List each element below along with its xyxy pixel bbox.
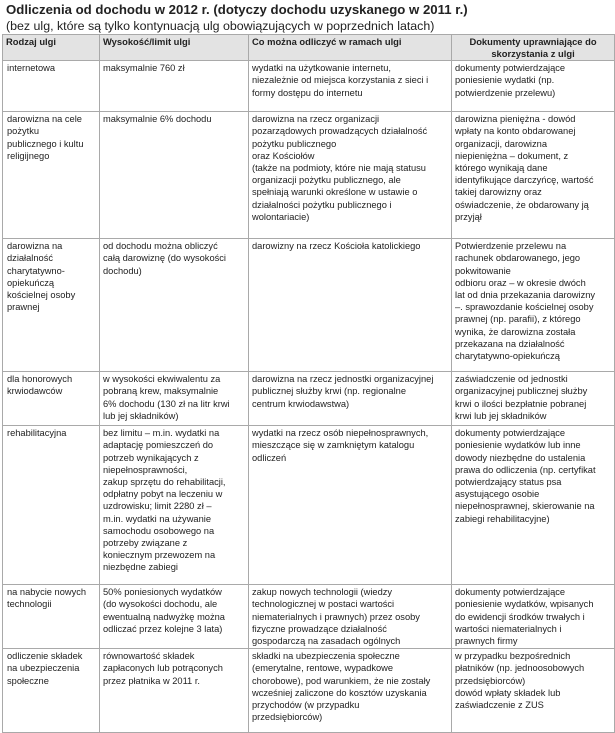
column-header-relief-type: Rodzaj ulgi (3, 35, 100, 61)
cell-amount-limit: maksymalnie 760 zł (100, 61, 249, 112)
cell-what-deductible: darowizna na rzecz organizacji pozarządowych prowadzących działalność pożytku publicznego oraz Kościołów (także na podmioty, które nie mają statusu organizacji pożytku publicznego, ale spełniają warunki określone w ustawie o działalności pożytku publicznego i wolontariacie) (249, 112, 452, 239)
table-row (3, 239, 615, 372)
cell-relief-type: internetowa (3, 61, 100, 112)
table-row (3, 372, 615, 426)
cell-documents: dokumenty potwierdzające poniesienie wydatków, wpisanych do ewidencji środków trwałych i wartości niematerialnych i prawnych firmy (452, 585, 615, 649)
cell-documents: Potwierdzenie przelewu na rachunek obdarowanego, jego pokwitowanie odbioru oraz – w okresie dwóch lat od dnia przekazania darowizny –. sprawozdanie kościelnej osoby prawnej (np. parafii), z którego wynika, że darowizna została przekazana na działalność charytatywno-opiekuńczą (452, 239, 615, 372)
cell-what-deductible: wydatki na użytkowanie internetu, niezależnie od miejsca korzystania z sieci i formy dostępu do internetu (249, 61, 452, 112)
table-row (3, 61, 615, 112)
column-header-what-deductible: Co można odliczyć w ramach ulgi (249, 35, 452, 61)
table-row (3, 585, 615, 649)
cell-documents: dokumenty potwierdzające poniesienie wydatków lub inne dowody niezbędne do ustalenia prawa do odliczenia (np. certyfikat potwierdzający status psa asystującego osobie niepełnosprawnej, skierowanie na zabiegi rehabilitacyjne) (452, 426, 615, 585)
cell-relief-type: na nabycie nowych technologii (3, 585, 100, 649)
page-subtitle: (bez ulg, które są tylko kontynuacją ulg obowiązujących w poprzednich latach) (6, 19, 435, 33)
page-title: Odliczenia od dochodu w 2012 r. (dotyczy dochodu uzyskanego w 2011 r.) (6, 2, 468, 17)
cell-what-deductible: darowizny na rzecz Kościoła katolickiego (249, 239, 452, 372)
table-header-row (3, 35, 615, 61)
cell-documents: dokumenty potwierdzające poniesienie wydatki (np. potwierdzenie przelewu) (452, 61, 615, 112)
cell-what-deductible: darowizna na rzecz jednostki organizacyjnej publicznej służby krwi (np. regionalne centrum krwiodawstwa) (249, 372, 452, 426)
cell-documents: darowizna pieniężna - dowód wpłaty na konto obdarowanej organizacji, darowizna niepieniężna – dokument, z którego wynikają dane identyfikujące darczyńcę, wartość takiej darowizny oraz oświadczenie, że obdarowany ją przyjął (452, 112, 615, 239)
cell-what-deductible: wydatki na rzecz osób niepełnosprawnych, mieszczące się w zamkniętym katalogu odliczeń (249, 426, 452, 585)
cell-what-deductible: zakup nowych technologii (wiedzy technologicznej w postaci wartości niematerialnych i prawnych) przez osoby fizyczne prowadzące działalność gospodarczą na zasadach ogólnych (249, 585, 452, 649)
cell-relief-type: rehabilitacyjna (3, 426, 100, 585)
table-row (3, 112, 615, 239)
cell-amount-limit: w wysokości ekwiwalentu za pobraną krew, maksymalnie 6% dochodu (130 zł na litr krwi lub jej składników) (100, 372, 249, 426)
cell-relief-type: darowizna na cele pożytku publicznego i kultu religijnego (3, 112, 100, 239)
column-header-documents: Dokumenty uprawniające do skorzystania z ulgi (452, 35, 615, 61)
cell-amount-limit: maksymalnie 6% dochodu (100, 112, 249, 239)
cell-documents: w przypadku bezpośrednich płatników (np. jednoosobowych przedsiębiorców) dowód wpłaty składek lub zaświadczenie z ZUS (452, 649, 615, 733)
cell-documents: zaświadczenie od jednostki organizacyjnej publicznej służby krwi o ilości bezpłatnie pobranej krwi lub jej składników (452, 372, 615, 426)
cell-amount-limit: bez limitu – m.in. wydatki na adaptację pomieszczeń do potrzeb wynikających z niepełnosprawności, zakup sprzętu do rehabilitacji, odpłatny pobyt na leczeniu w uzdrowisku; limit 2280 zł – m.in. wydatki na używanie samochodu osobowego na potrzeby związane z koniecznym przewozem na niezbędne zabiegi (100, 426, 249, 585)
column-header-amount-limit: Wysokość/limit ulgi (100, 35, 249, 61)
cell-relief-type: darowizna na działalność charytatywno- opiekuńczą kościelnej osoby prawnej (3, 239, 100, 372)
cell-amount-limit: 50% poniesionych wydatków (do wysokości dochodu, ale ewentualną nadwyżkę można odliczać przez kolejne 3 lata) (100, 585, 249, 649)
cell-relief-type: dla honorowych krwiodawców (3, 372, 100, 426)
table-row (3, 649, 615, 733)
deductions-table (2, 34, 615, 733)
cell-relief-type: odliczenie składek na ubezpieczenia społeczne (3, 649, 100, 733)
cell-amount-limit: od dochodu można obliczyć całą darowiznę (do wysokości dochodu) (100, 239, 249, 372)
cell-amount-limit: równowartość składek zapłaconych lub potrąconych przez płatnika w 2011 r. (100, 649, 249, 733)
cell-what-deductible: składki na ubezpieczenia społeczne (emerytalne, rentowe, wypadkowe chorobowe), pod warunkiem, że nie zostały wcześniej zaliczone do kosztów uzyskania przychodów (w przypadku przedsiębiorców) (249, 649, 452, 733)
table-row (3, 426, 615, 585)
